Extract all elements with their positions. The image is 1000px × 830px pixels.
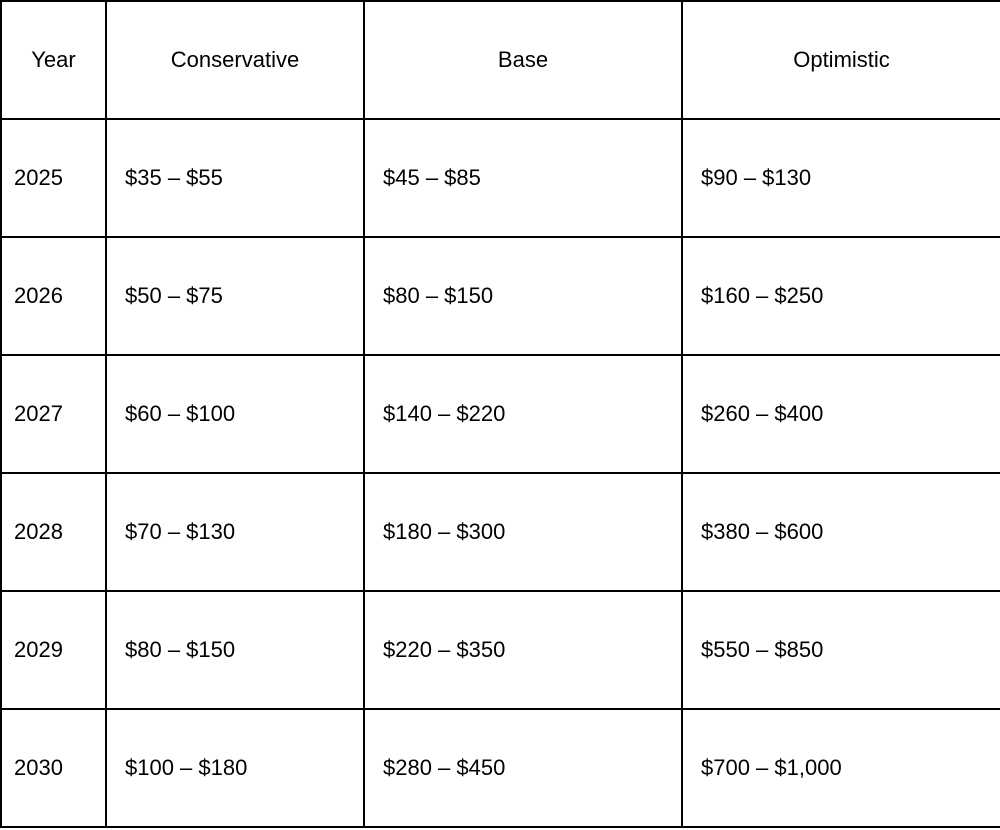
cell-base: $140 – $220 — [364, 355, 682, 473]
column-header-optimistic: Optimistic — [682, 1, 1000, 119]
table-row — [1, 473, 1000, 591]
cell-base: $45 – $85 — [364, 119, 682, 237]
cell-base: $80 – $150 — [364, 237, 682, 355]
cell-optimistic: $160 – $250 — [682, 237, 1000, 355]
cell-year: 2030 — [1, 709, 106, 827]
cell-optimistic: $550 – $850 — [682, 591, 1000, 709]
cell-optimistic: $700 – $1,000 — [682, 709, 1000, 827]
table-header-row — [1, 1, 1000, 119]
cell-conservative: $50 – $75 — [106, 237, 364, 355]
cell-year: 2026 — [1, 237, 106, 355]
cell-year: 2027 — [1, 355, 106, 473]
cell-conservative: $35 – $55 — [106, 119, 364, 237]
table-row — [1, 119, 1000, 237]
column-header-base: Base — [364, 1, 682, 119]
cell-year: 2029 — [1, 591, 106, 709]
table-row — [1, 237, 1000, 355]
cell-base: $180 – $300 — [364, 473, 682, 591]
cell-base: $280 – $450 — [364, 709, 682, 827]
cell-conservative: $70 – $130 — [106, 473, 364, 591]
cell-conservative: $80 – $150 — [106, 591, 364, 709]
cell-conservative: $60 – $100 — [106, 355, 364, 473]
column-header-conservative: Conservative — [106, 1, 364, 119]
column-header-year: Year — [1, 1, 106, 119]
cell-optimistic: $90 – $130 — [682, 119, 1000, 237]
cell-base: $220 – $350 — [364, 591, 682, 709]
table-header — [1, 1, 1000, 119]
cell-conservative: $100 – $180 — [106, 709, 364, 827]
cell-year: 2028 — [1, 473, 106, 591]
table-row — [1, 591, 1000, 709]
table-body — [1, 119, 1000, 827]
cell-optimistic: $260 – $400 — [682, 355, 1000, 473]
table-row — [1, 355, 1000, 473]
table-row — [1, 709, 1000, 827]
cell-year: 2025 — [1, 119, 106, 237]
cell-optimistic: $380 – $600 — [682, 473, 1000, 591]
